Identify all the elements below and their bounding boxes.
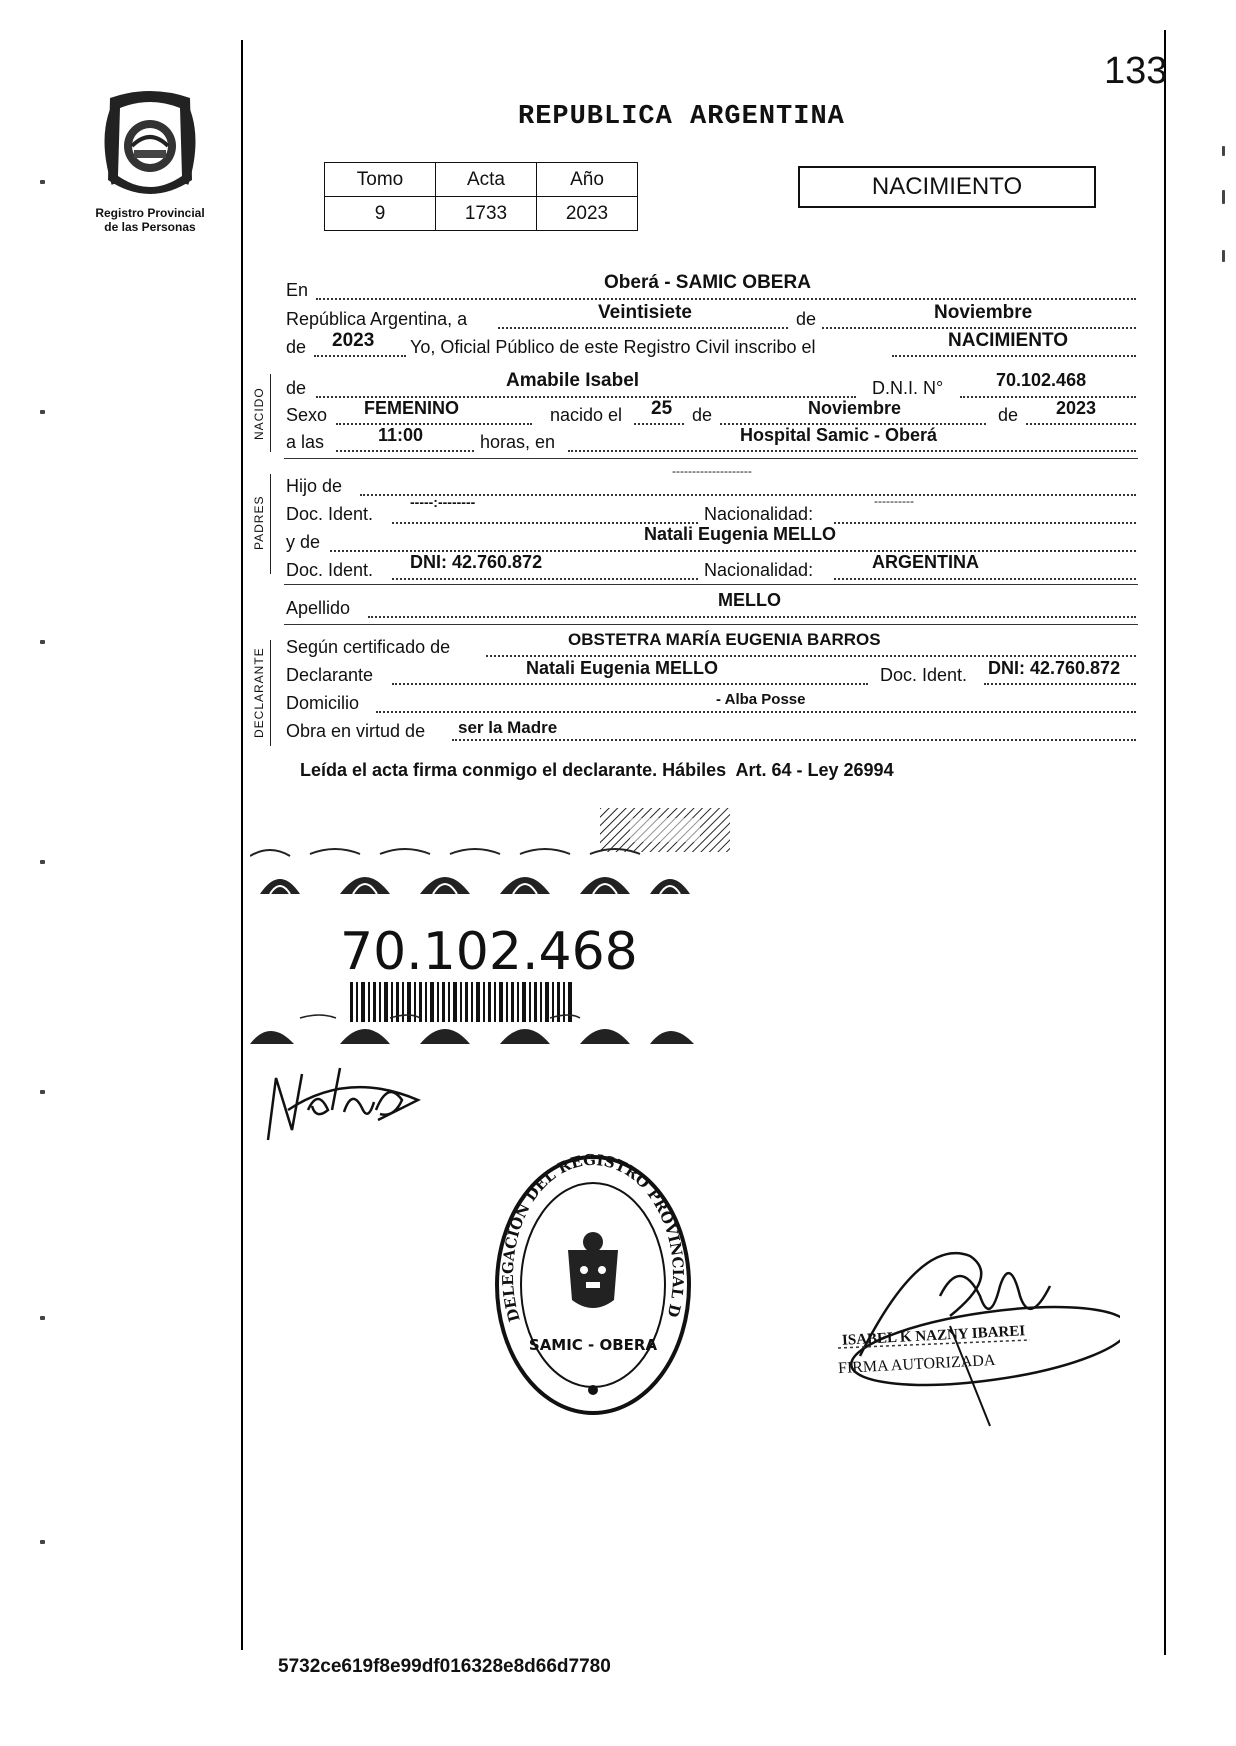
- value-domicilio: - Alba Posse: [716, 691, 806, 708]
- label-obra-en-virtud: Obra en virtud de: [286, 721, 426, 741]
- value-mes-nac: Noviembre: [808, 398, 902, 418]
- dots-anio: [314, 355, 406, 357]
- dots-virtud: [452, 739, 1136, 741]
- separator-padres: [284, 584, 1138, 585]
- label-domicilio: Domicilio: [286, 693, 360, 713]
- logo-caption-2: de las Personas: [104, 220, 196, 234]
- value-anio-nac: 2023: [1056, 398, 1097, 418]
- signature-caption: FIRMA AUTORIZADA: [837, 1351, 996, 1378]
- label-de-anio-nac: de: [998, 405, 1019, 425]
- label-nacido-el: nacido el: [550, 405, 623, 425]
- dots-dia-nac: [634, 423, 684, 425]
- value-padre-nac: ----------: [874, 494, 914, 508]
- separator-apellido: [284, 624, 1138, 625]
- separator-nacido: [284, 458, 1138, 459]
- dots-certificado: [486, 655, 1136, 657]
- scan-mark: [40, 1316, 45, 1320]
- label-de-mes: de: [796, 309, 817, 329]
- registry-table: [324, 162, 638, 231]
- label-de-mes-nac: de: [692, 405, 713, 425]
- dots-padre-nac: [834, 522, 1136, 524]
- section-label-nacido: NACIDO: [252, 387, 266, 440]
- scan-mark: [40, 1090, 45, 1094]
- barcode-number: 70.102.468: [340, 922, 638, 982]
- dots-madre-doc: [392, 578, 698, 580]
- bracket-nacido: [270, 374, 271, 452]
- dots-mes: [822, 327, 1136, 329]
- value-hora: 11:00: [378, 425, 424, 445]
- scan-mark: [40, 180, 45, 184]
- scan-mark: [40, 1540, 45, 1544]
- value-anio: 2023: [332, 330, 375, 351]
- label-doc-ident-padre: Doc. Ident.: [286, 504, 374, 524]
- dots-padre: [360, 494, 1136, 496]
- value-madre: Natali Eugenia MELLO: [644, 524, 837, 544]
- signature-name: ISABEL K NAZNY IBAREI: [841, 1323, 1026, 1349]
- declarant-signature: [258, 1050, 428, 1155]
- value-padre: --------------------: [672, 464, 752, 478]
- dots-declarante: [392, 683, 868, 685]
- value-padre-doc: -----:--------: [410, 494, 476, 510]
- value-tomo: 9: [325, 197, 436, 231]
- dots-declarante-doc: [984, 683, 1136, 685]
- fingerprint-strip-bottom: [250, 1010, 700, 1051]
- value-lugar-nac: Hospital Samic - Oberá: [740, 425, 938, 445]
- scan-mark: [40, 410, 45, 414]
- value-lugar: Oberá - SAMIC OBERA: [604, 272, 811, 293]
- dots-madre-nac: [834, 578, 1136, 580]
- seal-text: DELEGACION DEL REGISTRO PROVINCIAL D: [498, 1150, 688, 1324]
- dots-apellido: [368, 616, 1136, 618]
- scan-mark: [1222, 190, 1225, 204]
- value-virtud: ser la Madre: [458, 718, 558, 737]
- section-label-declarante: DECLARANTE: [252, 647, 266, 738]
- official-seal: [488, 1150, 698, 1425]
- act-type-box: NACIMIENTO: [798, 166, 1096, 208]
- scan-mark: [1222, 250, 1225, 262]
- left-margin-rule: [241, 40, 243, 1650]
- header-tomo: Tomo: [325, 163, 436, 197]
- label-doc-ident-declarante: Doc. Ident.: [880, 665, 968, 685]
- section-label-padres: PADRES: [252, 495, 266, 550]
- scan-mark: [1222, 146, 1225, 156]
- footer-hash: 5732ce619f8e99df016328e8d66d7780: [278, 1656, 611, 1677]
- dots-hora: [336, 450, 474, 452]
- page-number: 133: [1104, 50, 1168, 92]
- value-declarante: Natali Eugenia MELLO: [526, 658, 719, 678]
- label-y-de: y de: [286, 532, 321, 552]
- bracket-declarante: [270, 640, 271, 746]
- label-dni-no: D.N.I. N°: [872, 378, 944, 398]
- label-en: En: [286, 280, 309, 300]
- dots-en: [316, 298, 1136, 300]
- seal-bottom-text: SAMIC - OBERA: [528, 1336, 658, 1354]
- label-republica-a: República Argentina, a: [286, 309, 468, 329]
- value-madre-nac: ARGENTINA: [872, 552, 979, 572]
- value-anio: 2023: [537, 197, 638, 231]
- value-dia-nac: 25: [651, 398, 673, 419]
- value-madre-doc: DNI: 42.760.872: [410, 552, 543, 572]
- label-a-las: a las: [286, 432, 325, 452]
- label-de-name: de: [286, 378, 307, 398]
- bracket-padres: [270, 474, 271, 574]
- value-declarante-doc: DNI: 42.760.872: [988, 658, 1121, 678]
- value-nombre: Amabile Isabel: [506, 370, 640, 391]
- label-nacionalidad-madre: Nacionalidad:: [704, 560, 814, 580]
- right-margin-rule: [1164, 30, 1166, 1655]
- dots-dni: [960, 396, 1136, 398]
- closing-text: Leída el acta firma conmigo el declarante. Hábiles Art. 64 - Ley 26994: [300, 760, 894, 780]
- value-dia-letras: Veintisiete: [598, 302, 692, 323]
- header-acta: Acta: [436, 163, 537, 197]
- dots-dia: [498, 327, 788, 329]
- label-declarante: Declarante: [286, 665, 374, 685]
- fingerprint-strip-top: [250, 846, 700, 901]
- dots-tipo: [892, 355, 1136, 357]
- value-sexo: FEMENINO: [364, 398, 460, 418]
- scan-mark: [40, 640, 45, 644]
- label-segun-certificado: Según certificado de: [286, 637, 451, 657]
- label-yo-oficial: Yo, Oficial Público de este Registro Civil inscribo el: [410, 337, 816, 357]
- value-acta: 1733: [436, 197, 537, 231]
- value-certificado: OBSTETRA MARÍA EUGENIA BARROS: [568, 630, 881, 649]
- province-logo: [96, 88, 204, 206]
- value-mes: Noviembre: [934, 302, 1033, 323]
- dots-anio-nac: [1026, 423, 1136, 425]
- dots-domicilio: [376, 711, 1136, 713]
- dots-lugar-nac: [568, 450, 1136, 452]
- dots-sexo: [336, 423, 532, 425]
- label-apellido: Apellido: [286, 598, 351, 618]
- label-doc-ident-madre: Doc. Ident.: [286, 560, 374, 580]
- page-title: REPUBLICA ARGENTINA: [518, 102, 845, 132]
- header-anio: Año: [537, 163, 638, 197]
- label-de-year: de: [286, 337, 307, 357]
- value-tipo: NACIMIENTO: [948, 330, 1068, 351]
- scan-mark: [40, 860, 45, 864]
- label-horas-en: horas, en: [480, 432, 556, 452]
- label-sexo: Sexo: [286, 405, 328, 425]
- label-nacionalidad-padre: Nacionalidad:: [704, 504, 814, 524]
- label-hijo-de: Hijo de: [286, 476, 343, 496]
- value-apellido: MELLO: [718, 590, 781, 610]
- value-dni: 70.102.468: [996, 370, 1087, 390]
- logo-caption-1: Registro Provincial: [95, 206, 205, 220]
